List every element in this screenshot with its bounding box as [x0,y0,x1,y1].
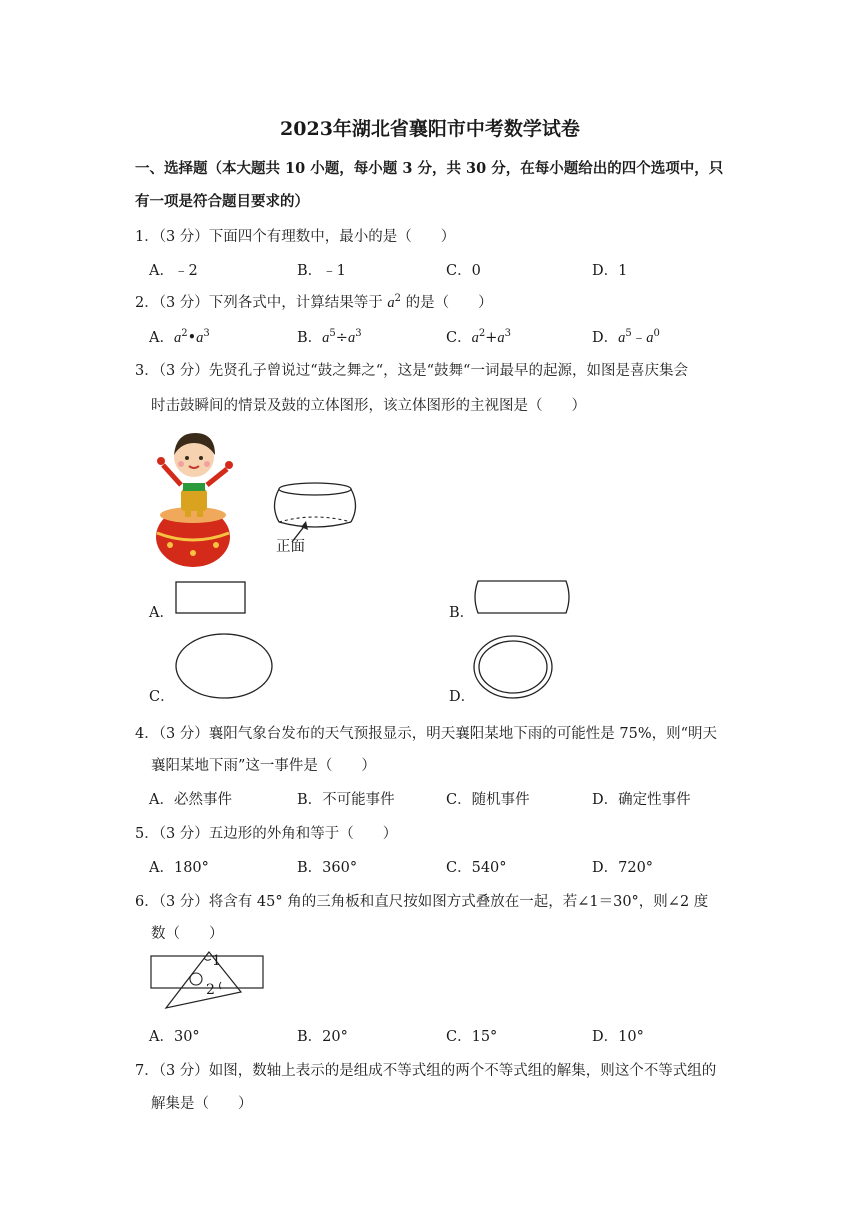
q4-option-c: C．随机事件 [446,792,530,808]
question-4-line2: 襄阳某地下雨”这一事件是（ ） [151,758,376,774]
question-7-line2: 解集是（ ） [151,1096,253,1112]
question-4-line1: 4．（3 分）襄阳气象台发布的天气预报显示，明天襄阳某地下雨的可能性是 75%，则“明天 [135,726,718,742]
q3-option-d: D． [449,689,476,705]
q3-option-d-double-ellipse [472,634,554,700]
question-2-stem: 2．（3 分）下列各式中，计算结果等于 $a^2$ 的是（ ） [135,293,493,311]
q4-option-d: D．确定性事件 [592,792,691,808]
q3-option-c-ellipse [174,632,274,700]
q1-option-b: B．﹣1 [297,263,346,279]
q1-option-d: D．1 [592,263,628,279]
q3-option-a: A． [149,605,174,621]
q6-option-a: A．30° [149,1029,200,1045]
q3-option-b: B． [449,605,475,621]
question-6-line1: 6．（3 分）将含有 45° 角的三角板和直尺按如图方式叠放在一起，若∠1＝30°，则∠2 度 [135,894,709,910]
q3-option-c: C． [149,689,175,705]
q3-option-b-barrel-shape [472,578,572,616]
question-1-stem: 1．（3 分）下面四个有理数中，最小的是（ ） [135,229,456,245]
q5-option-b: B．360° [297,860,358,876]
q6-option-d: D．10° [592,1029,644,1045]
q5-option-a: A．180° [149,860,209,876]
q6-option-c: C．15° [446,1029,498,1045]
angle-1-label: 1 [212,953,221,969]
drummer-illustration [145,425,245,575]
q5-option-d: D．720° [592,860,654,876]
question-6-line2: 数（ ） [151,926,224,942]
q1-option-a: A．﹣2 [149,263,198,279]
q2-option-d: D．$a^5﹣a^0$ [592,328,660,346]
q2-option-b: B．$a^5\div a^3$ [297,328,362,346]
q6-option-b: B．20° [297,1029,348,1045]
question-5-stem: 5．（3 分）五边形的外角和等于（ ） [135,826,398,842]
page-title: 2023年湖北省襄阳市中考数学试卷 [280,118,580,140]
q4-option-b: B．不可能事件 [297,792,395,808]
q1-option-c: C．0 [446,263,481,279]
q4-option-a: A．必然事件 [149,792,232,808]
question-7-line1: 7．（3 分）如图，数轴上表示的是组成不等式组的两个不等式组的解集，则这个不等式组的 [135,1063,717,1079]
question-3-line2: 时击鼓瞬间的情景及鼓的立体图形，该立体图形的主视图是（ ） [151,398,586,414]
section-heading-line1: 一、选择题（本大题共 10 小题，每小题 3 分，共 30 分，在每小题给出的四个选项中，只 [135,160,724,177]
question-3-line1: 3．（3 分）先贤孔子曾说过“鼓之舞之“，这是“鼓舞“一词最早的起源，如图是喜庆集会 [135,363,688,379]
q2-option-c: C．$a^2+a^3$ [446,328,512,346]
front-view-label: 正面 [276,539,305,555]
q2-option-a: A．$a^2•a^3$ [149,328,210,346]
q3-option-a-rectangle [175,580,247,615]
section-heading-line2: 有一项是符合题目要求的） [135,193,309,210]
q5-option-c: C．540° [446,860,507,876]
ruler-triangle-figure [148,950,266,1012]
angle-2-label: 2 [206,982,215,998]
